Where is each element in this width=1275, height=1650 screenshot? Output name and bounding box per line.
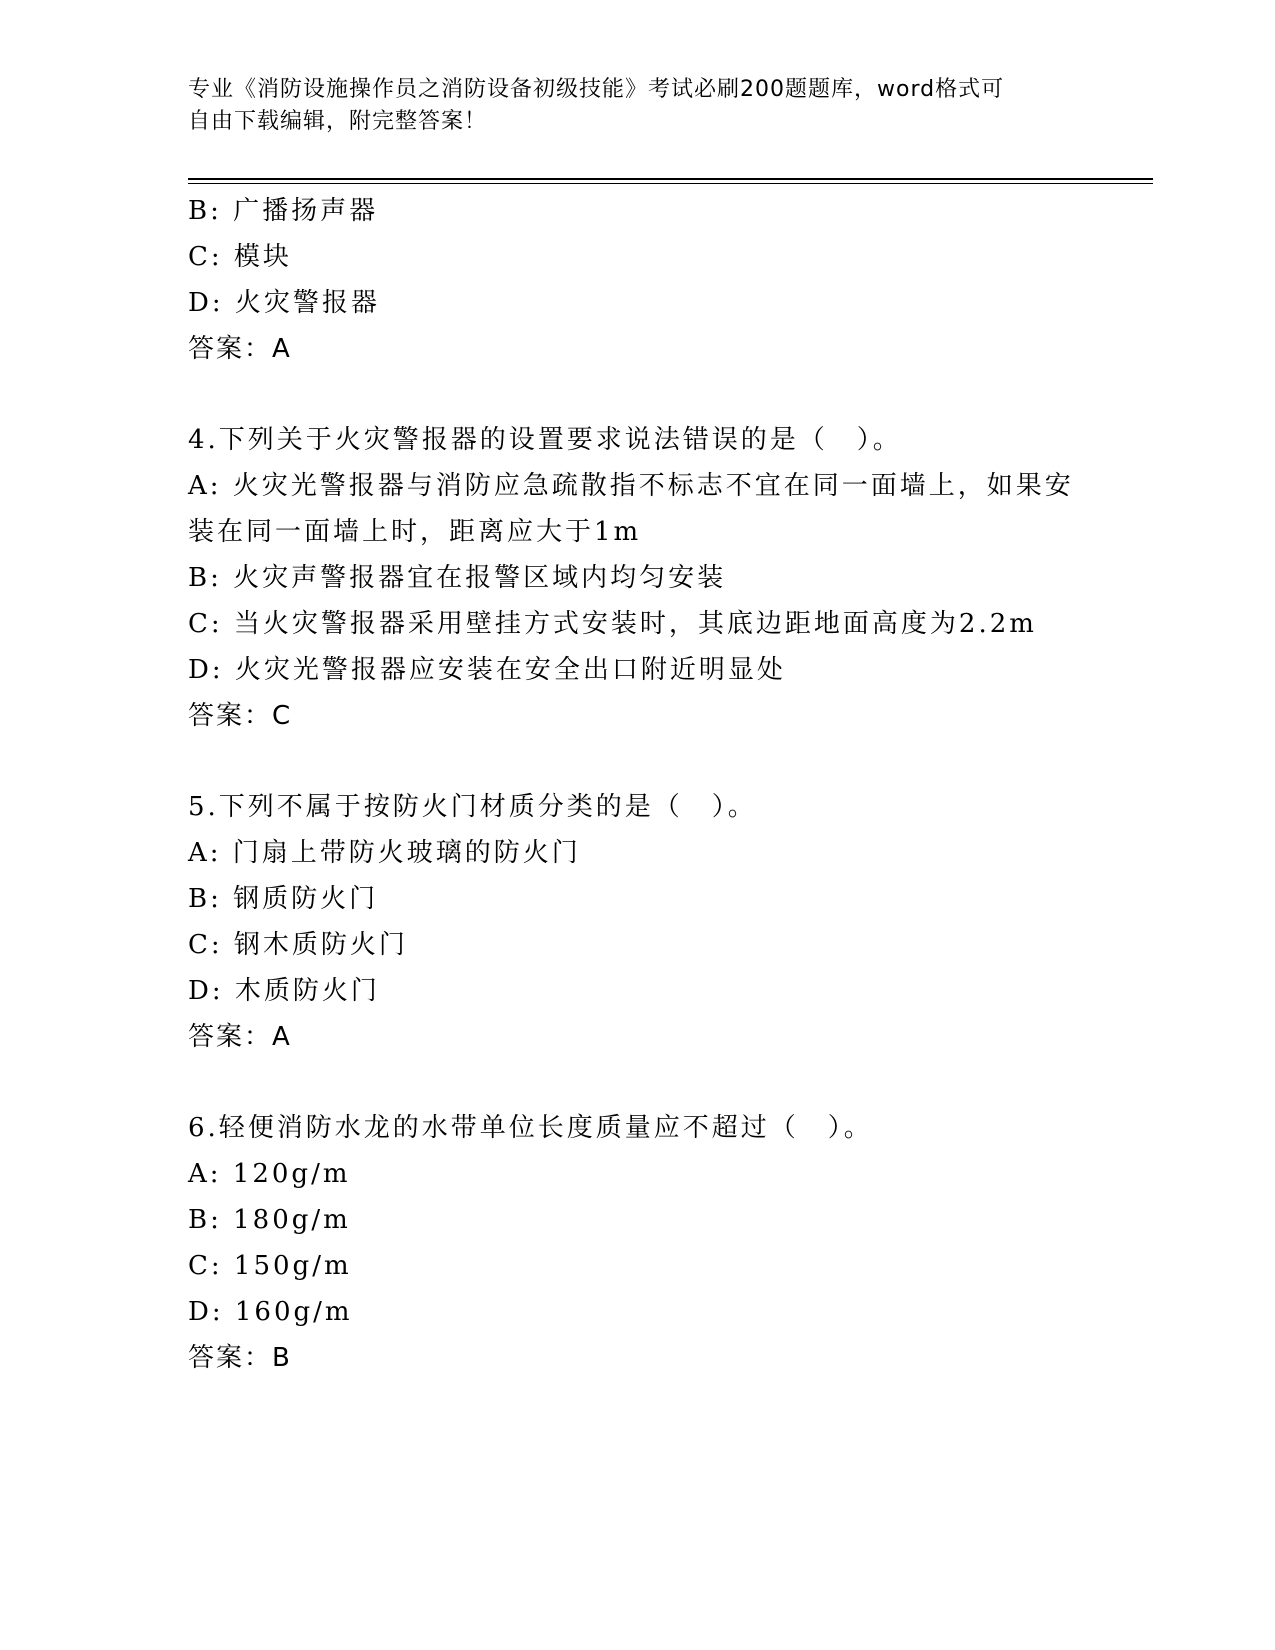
header-line-2: 自由下载编辑，附完整答案！ xyxy=(188,109,488,134)
answer-line: 答案：C xyxy=(188,701,293,731)
header-divider-thin xyxy=(188,183,1153,184)
question-stem: 6.轻便消防水龙的水带单位长度质量应不超过（ ）。 xyxy=(188,1113,873,1143)
question-block-3 xyxy=(188,188,1088,372)
option-a-continued: 装在同一面墙上时，距离应大于1m xyxy=(188,517,642,547)
option-b: B: 180g/m xyxy=(188,1205,351,1235)
question-stem: 4.下列关于火灾警报器的设置要求说法错误的是（ ）。 xyxy=(188,425,902,455)
question-block-5 xyxy=(188,784,1088,1060)
answer-line: 答案：A xyxy=(188,1022,292,1052)
option-d: D: 160g/m xyxy=(188,1297,353,1327)
option-b: B: 钢质防火门 xyxy=(188,884,379,914)
answer-line: 答案：A xyxy=(188,334,292,364)
option-b: B: 广播扬声器 xyxy=(188,196,379,226)
option-c: C: 模块 xyxy=(188,242,292,272)
option-c: C: 钢木质防火门 xyxy=(188,930,408,960)
question-block-4 xyxy=(188,417,1088,739)
header-line-1: 专业《消防设施操作员之消防设备初级技能》考试必刷200题题库，word格式可 xyxy=(188,77,1005,102)
option-b: B: 火灾声警报器宜在报警区域内均匀安装 xyxy=(188,563,727,593)
option-c: C: 150g/m xyxy=(188,1251,352,1281)
option-d: D: 火灾警报器 xyxy=(188,288,380,318)
option-d: D: 木质防火门 xyxy=(188,976,380,1006)
header-divider-thick xyxy=(188,178,1153,180)
document-header xyxy=(188,74,1088,138)
option-a: A: 120g/m xyxy=(188,1159,351,1189)
option-a: A: 门扇上带防火玻璃的防火门 xyxy=(188,838,581,868)
question-block-6 xyxy=(188,1105,1088,1381)
option-a: A: 火灾光警报器与消防应急疏散指不标志不宜在同一面墙上，如果安 xyxy=(188,471,1074,501)
option-d: D: 火灾光警报器应安装在安全出口附近明显处 xyxy=(188,655,786,685)
question-list xyxy=(188,188,1088,1381)
option-c: C: 当火灾警报器采用壁挂方式安装时，其底边距地面高度为2.2m xyxy=(188,609,1037,639)
question-stem: 5.下列不属于按防火门材质分类的是（ ）。 xyxy=(188,792,757,822)
answer-line: 答案：B xyxy=(188,1343,292,1373)
